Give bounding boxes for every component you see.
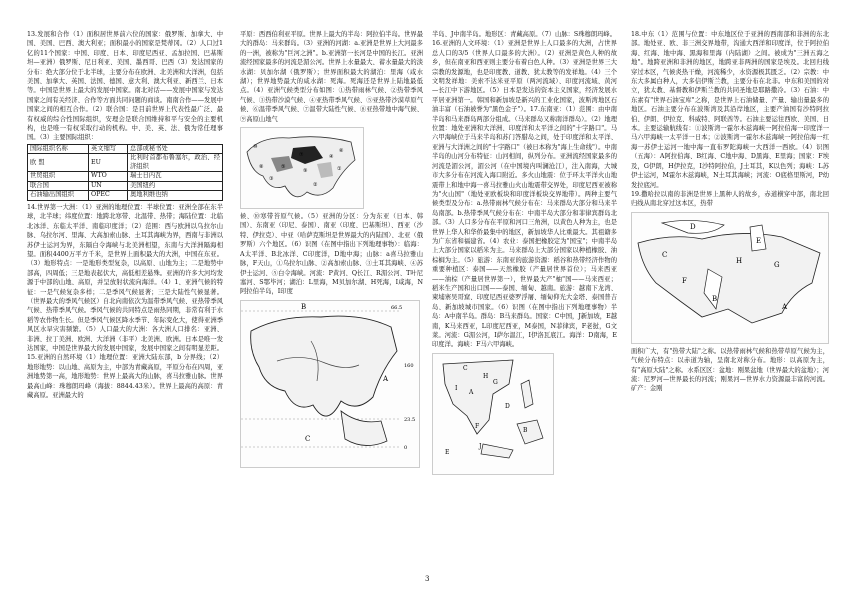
map-label: ④	[329, 154, 334, 161]
paragraph-asia-human: 16.亚洲的人文环境：（1）亚洲是世界上人口最多的大洲，占世界总人口的3/5（世界人口最多的大洲）。（2）亚洲是黄色人种的故乡，但在南亚和西亚则主要分布着白色人种。（3）亚洲是世界三大宗教的发源地，也是印度教、道教、犹太教等的发祥地。（4）三个文明发祥地：美索不达米亚平原（两河流域）、印度河流域、黄河—长江中下游地区。（5）日本是发达的资本主义国家，经济发展水平居亚洲第一。韩国和新加坡是新兴的工业化国家，波斯湾地区石油丰富（石油被誉为"黑色金子"）。17.东南亚：（1）范围：由中南半岛和马来群岛两部分组成。（马来群岛又称南洋群岛）。（2）地理位置：地处亚洲和大洋洲、印度洋和太平洋之间的"十字路口"。马六甲海峡位于马来半岛和苏门答腊岛之间，处于印度洋和太平洋、亚洲与大洋洲之间的"十字路口"（被日本称为"海上生命线"）。中南半岛的山河分布特征：山河相间，纵列分布。亚洲流经国家最多的河流是湄公河，湄公河（在中国境内叫澜沧江），注入南海，大城市大多分布在河流入海口附近。多火山地震：位于环太平洋火山地震带上和地中海一喜马拉雅山火山地震带交界处，印度尼西亚被称为"火山国"（地处亚欧板块和印度洋板块交界地带）。两种主要气候类型及分布：a.热带雨林气候分布在：马来群岛大部分和马来半岛南部。b.热带季风气候分布在：中南半岛大部分和菲律宾群岛北部。（3）人口多分布在平原和河口三角洲，以黄色人种为主，也是世界上华人和华侨最集中的地区，新加坡华人比重最大。其祖籍多为广东省和福建省。（4）农业：泰国把橡胶定为"国宝"；中南半岛上大部分国家以稻米为主。马来群岛上大部分国家以种植橡胶、油棕榈为主。（5）旅游：东南亚的旅游资源：稻谷和热带经济作物的重要种植区：泰国——天然橡胶（产量居世界首位）；马来西亚——油棕（产量居世界第一），世界最大产"柚"国——马来西亚；稻米生产国和出口国——泰国、缅甸、越南。旅游：越南下龙湾、柬埔寨吴哥窟、印度尼西亚婆罗浮屠、缅甸仰光大金塔、泰国普吉岛、新加坡城市国家。（6）识图（在图中指出下列地理事物）半岛：A中南半岛。群岛：B马来群岛。国家：C中国，J新加坡，E越南，K马来西亚，L印度尼西亚，M泰国，N菲律宾，F老挝，G文莱。河流：G湄公河，I萨尔温江，I伊洛瓦底江。海洋：D南海，E印度洋。海峡：F马六甲海峡。	[432, 40, 617, 349]
column-1	[27, 30, 223, 586]
table-row	[28, 154, 223, 172]
table-header: 国际组织名称	[28, 144, 89, 154]
island-shape	[481, 444, 513, 458]
asia-physical-map	[240, 300, 420, 468]
map-label: ③	[269, 176, 274, 183]
map-label: E	[756, 236, 762, 245]
map-label: H	[736, 256, 743, 265]
map-label: 0	[404, 444, 408, 451]
map-label: D	[690, 222, 696, 231]
table-cell: 瑞士日内瓦	[128, 172, 223, 182]
table-cell: 欧 盟	[28, 154, 89, 172]
paragraph-asia: 14.世界第一大洲：（1）亚洲的地理位置：半球位置：亚洲全部在东半球，北半球；纬度位置：地跨北寒带、北温带、热带；海陆位置：北临北冰洋、东临太平洋、南临印度洋；（2）范围：西与欧洲以乌拉尔山脉、乌拉尔河、里海、大高加索山脉、土耳其海峡为界，西南与非洲以苏伊士运河为界，东隔白令海峡与北美洲相望，东南与大洋洲隔海相望。面积4400万平方千米，是世界上面积最大的大洲，中国在东亚。（3）地形特点：一是地形类型复杂，以高原、山地为主；二是地势中部高，四周低；三是地表起伏大，高低相差悬殊。亚洲的许多大河均发源于中部的山地、高原，并呈放射状流向海洋。（4）1、亚洲气候的特征：一是气候复杂多样；二是季风气候显著；三是大陆性气候显著。（世界最大的季风气候区）自北向南依次为温带季风气候、亚热带季风气候、热带季风气候。季风气候的共同特点是雨热同期，非常有利于水稻等农作物生长。但是季风气候区降水季节、年际变化大，使得亚洲季风区水旱灾害频繁。（5）人口最大的大洲：各大洲人口排名：亚洲、非洲、拉丁美洲、欧洲、大洋洲（非平）北美洲、欧洲。日本是唯一发达国家，中国是世界最大的发展中国家，发展中国家之间有明显差距。15.亚洲的自然环境（1）地理位置：亚洲大陆东部，b 分界线；（2）地形地势：以山地、高原为主，中部为青藏高原，平原分布在四周，亚洲地势第一高，地形地势：世界上最高大的山脉，喜马拉雅山脉。世界最高山峰：珠穆朗玛峰（海拔：8844.43米）。世界上最高的高原：青藏高原。亚洲最大的	[27, 203, 223, 399]
map-label: C	[662, 250, 668, 259]
map-label: ⑤	[281, 164, 286, 171]
table-header: 总部或秘书处	[128, 144, 223, 154]
map-label: E	[445, 448, 450, 456]
map-label: 23.5	[404, 416, 416, 423]
asia-physical-map-svg	[241, 301, 419, 467]
map-label: B	[301, 302, 307, 311]
map-label: 66.5	[391, 304, 403, 311]
column-3	[432, 30, 617, 586]
island-shape	[517, 420, 543, 444]
map-label: ①	[337, 166, 342, 173]
table-cell: WTO	[89, 172, 128, 182]
middle-east-map	[631, 212, 829, 344]
map-label: ⑧	[259, 164, 264, 171]
map-label: I	[455, 384, 458, 392]
table-cell: 奥地利维也纳	[128, 191, 223, 201]
island-shape	[341, 411, 387, 446]
paragraph-middle-east: 18.中东（1）范围与位置：中东地区位于亚洲的西南部和非洲的东北部。地处亚、欧、非三洲交界地带，沟通大西洋和印度洋，位于阿拉伯海、红海、地中海、黑海和里海（内陆湖）之间。被成为"三洲五海之地"。地跨亚洲和非洲的地区，地跨亚非两洲的国家是埃及。北回归线穿过本区，气候炎热干燥，河流稀少，水资源极其匮乏。（2）宗教：中东大多属白种人，大多信伊斯兰教，主要分布在北非。中东和美国的对立，犹太教、基督教和伊斯兰教的共同圣地是耶路撒冷。（3）石油：中东素有"世界石油宝库"之称，是世界上石油储量、产量、输出量最多的地区。石油主要分布在波斯湾及其沿岸地区，主要产油国有沙特阿拉伯、伊朗、伊拉克、科威特、阿联酋等。石油主要运往西欧、美国、日本。主要运输航线有：①波斯湾一霍尔木兹海峡一阿拉伯海一印度洋一马六甲海峡一太平洋一日本；②波斯湾一霍尔木兹海峡一阿拉伯海一红海一苏伊士运河一地中海一直布罗陀海峡一大西洋一西欧。（4）识图（五海）：A阿拉伯海、B红海、C地中海、D黑海、E里海；国家：F埃及，G伊朗，H伊拉克，I沙特阿拉伯，J土耳其，K以色列；海峡：L苏伊士运河，M霍尔木兹海峡，N土耳其海峡；河流：O底格里斯河，P幼发拉底河。	[631, 31, 829, 189]
map-label: ②	[313, 182, 318, 189]
paragraph-asia-rivers: 平原：西西伯利亚平原。世界上最大的半岛：阿拉伯半岛。世界最大的群岛：马来群岛。（3）亚洲的河湖：a.亚洲是世界上大河最多的一洲，被称为"巨河之洲"。b.亚洲第一长河是中国的长江。亚洲流经国家最多的河流是湄公河。世界上水量最大、蓄水量最大的淡水湖：贝加尔湖（俄罗斯）；世界面积最大的湖泊：里海（咸水湖）；世界地势最大的咸水湖：死海。死海还是世界上陆地最低点。（4）亚洲气候类型分布如图：①热带雨林气候、②热带季风气候、③热带沙漠气候、④亚热带季风气候、⑤亚热带沙漠草原气候、⑥温带季风气候、⑦温带大陆性气候、⑧亚热带地中海气候、⑨高原山地气	[240, 31, 423, 123]
table-cell: 联合国	[28, 181, 89, 191]
asia-climate-map-svg	[241, 128, 363, 208]
southeast-asia-map	[432, 353, 554, 475]
middle-east-map-svg	[632, 213, 828, 343]
table-cell: 比利时首都布鲁塞尔，政治、经济组织	[128, 154, 223, 172]
table-header-row	[28, 144, 223, 154]
map-label: F	[475, 422, 480, 430]
asia-climate-map	[240, 127, 364, 209]
page-number: 3	[425, 575, 430, 583]
map-label: G	[493, 378, 498, 386]
map-label: B	[523, 426, 528, 434]
map-label: A	[383, 374, 389, 383]
paragraph-africa: 19.撒哈拉以南的非洲是世界上黑种人的故乡，赤道横穿中部，南北回归线从南北穿过这本区，热带	[631, 190, 829, 208]
table-cell: EU	[89, 154, 128, 172]
table-cell: OPEC	[89, 191, 128, 201]
map-label: ⑨	[303, 168, 308, 175]
asia-outline-shape	[251, 316, 397, 416]
map-label: A	[469, 388, 474, 396]
paragraph-asia-regions: 候、⑩寒带苔原气候。（5）亚洲的分区：分为东亚（日本、韩国）、东南亚（印尼、泰国）、南亚（印度、巴基斯坦）、西亚（沙特、伊拉克）、中亚（哈萨克斯坦是世界最大的内陆国）、北亚（俄罗斯）六个地区。（6）识图（在图中指出下列地理事物）：临海：A太平洋、B北冰洋、C印度洋，D地中海；山脉：a喜马拉雅山脉，F天山，①乌拉尔山脉、②高加索山脉、③土耳其海峡、④苏伊士运河、⑤白令海峡。河流：P黄河、Q长江、R湄公河、T叶尼塞河、S鄂毕河；湖泊：L里海，M贝加尔湖、H死海，I咸海，N阿拉伯半岛，I印度	[240, 213, 423, 296]
table-cell: 美国纽约	[128, 181, 223, 191]
table-cell: 世贸组织	[28, 172, 89, 182]
map-label: 160	[404, 362, 414, 369]
map-label: H	[483, 372, 489, 380]
paragraph-development: 13.发展和合作（1）面积居世界前六位的国家：俄罗斯、加拿大、中国、美国、巴西、澳大利亚；面积最小的国家是梵蒂冈。（2）人口过1亿的11个国家：中国、印度、日本、印度尼西亚、孟加拉国、巴基斯坦—亚洲）俄罗斯、尼日利亚、美国、墨西哥、巴西（3）发达国家的分布：绝大部分位于北半球，主要分布在欧洲、北美洲和大洋洲，包括美国、加拿大、英国、法国、德国、意大利、澳大利亚、新西兰、日本等。中国是世界上最大的发展中国家。南北对话——发展中国家与发达国家之间有关经济、合作等方面共同问题的商谈。南南合作——发展中国家之间的相互合作。（2）联合国：是目前世界上代表性最广泛、最有权威的综合性国际组织，安理会是联合国维持和平与安全的主要机构，也是唯一有权采取行动的机构。中、美、英、法、俄为常任理事国。（3）主要国际组织：	[27, 31, 223, 142]
table-row	[28, 181, 223, 191]
map-label: A	[782, 302, 788, 311]
island-shape	[521, 380, 533, 408]
map-label: B	[712, 294, 718, 303]
table-row	[28, 172, 223, 182]
map-label: ⑩	[253, 144, 258, 151]
table-header: 英文缩写	[89, 144, 128, 154]
column-2	[240, 30, 423, 586]
map-label: D	[505, 402, 510, 410]
southeast-asia-map-svg	[433, 354, 553, 474]
map-label: C	[463, 364, 468, 372]
column-4	[631, 30, 829, 586]
paragraph-asia-peninsulas: 半岛、J中南半岛。地形区：青藏高原。（7）山脉：S珠穆朗玛峰。	[432, 31, 617, 38]
table-cell: 石油输出国组织	[28, 191, 89, 201]
map-label: G	[774, 260, 780, 269]
map-label: F	[682, 276, 687, 285]
table-cell: UN	[89, 181, 128, 191]
region-outline-shape	[638, 233, 820, 323]
map-label: ⑥	[339, 148, 344, 155]
map-label: J	[479, 442, 482, 450]
map-label: C	[305, 434, 311, 443]
organizations-table	[27, 144, 223, 201]
paragraph-africa-continued: 面积广大，有"热带大陆"之称。以热带雨林气候和热带草原气候为主，气候分布特点：以赤道为轴，呈南北对称分布。地形：以高原为主，有"高原大陆"之称。水系区区：盆地：刚果盆地（世界最大的盆地）；河流：尼罗河—世界最长的河流；刚果河—世界水力资源最丰富的河流。矿产：金刚	[631, 347, 829, 393]
table-row	[28, 191, 223, 201]
map-label: ⑦	[299, 152, 304, 159]
